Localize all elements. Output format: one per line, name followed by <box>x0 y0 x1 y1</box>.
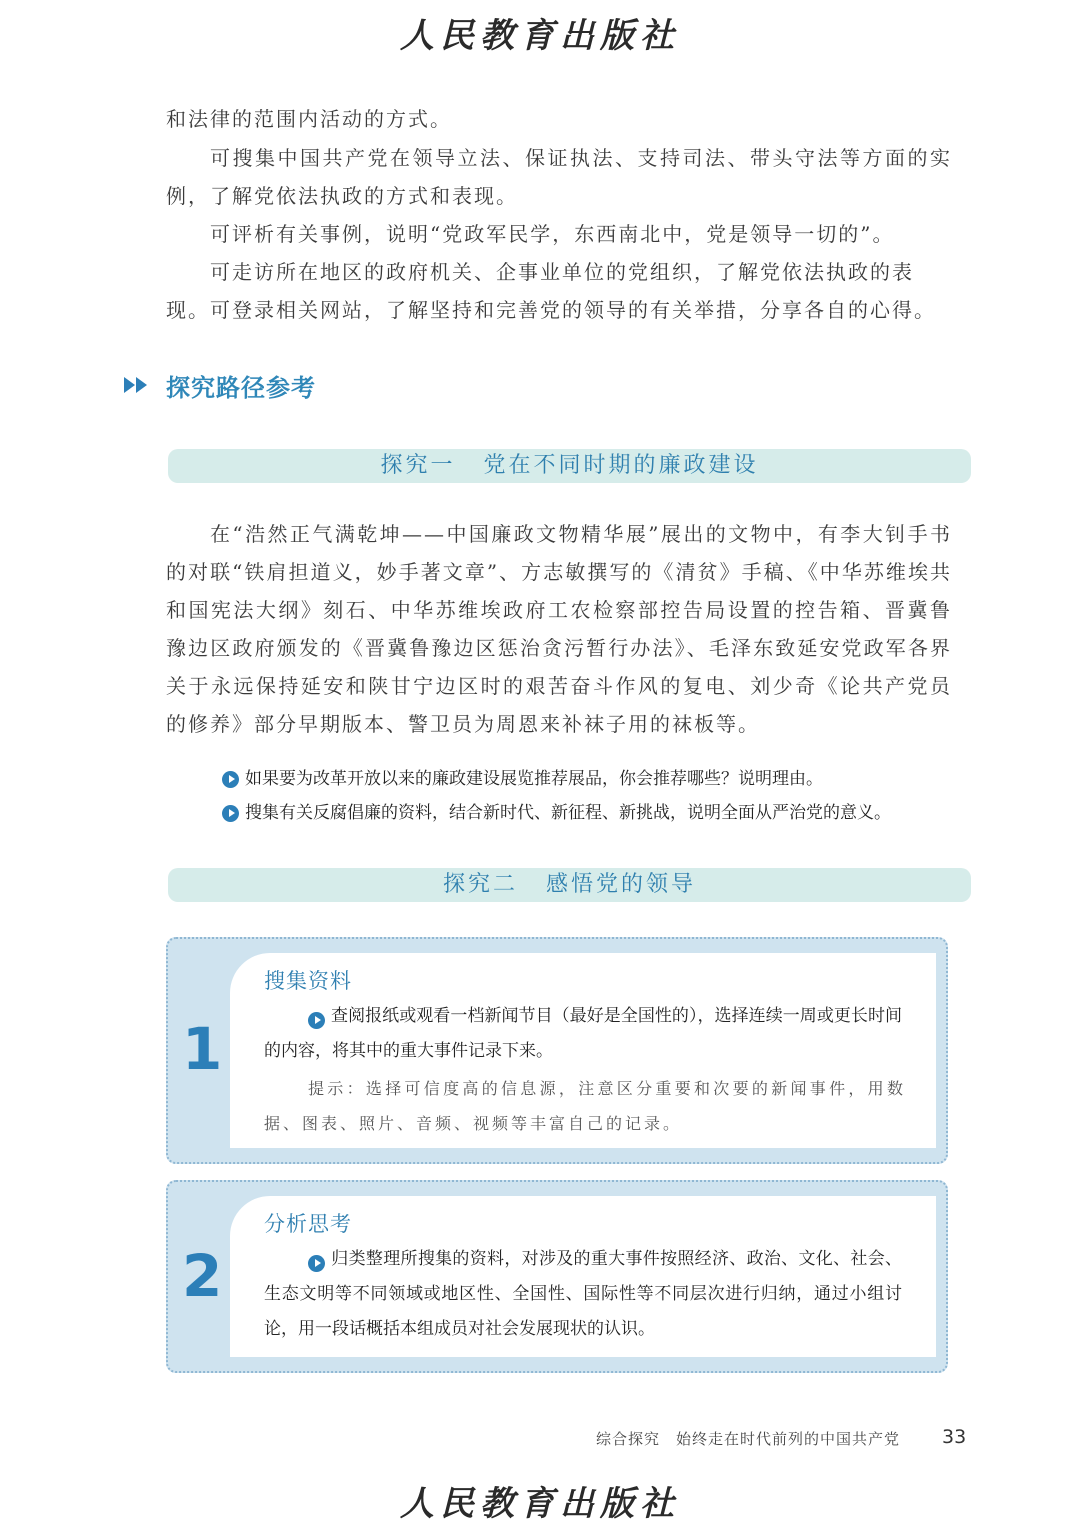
step-body <box>264 999 902 1069</box>
inquiry-2-banner <box>168 868 971 902</box>
intro-paragraph-3: 可评析有关事例，说明“党政军民学，东西南北中，党是领导一切的”。 <box>210 222 895 246</box>
question-2 <box>222 798 891 828</box>
inquiry-2-number: 探究二 <box>442 872 518 897</box>
inquiry-1-number: 探究一 <box>380 453 456 478</box>
inquiry-1-title: 党在不同时期的廉政建设 <box>483 453 759 478</box>
publisher-logo-bottom: 人民教育出版社 <box>400 1484 680 1524</box>
step-card-content <box>230 1196 936 1357</box>
step-number: 2 <box>182 1242 223 1310</box>
step-body-text: 归类整理所搜集的资料，对涉及的重大事件按照经济、政治、文化、社会、生态文明等不同领域或地区性、全国性、国际性等不同层次进行归纳，通过小组讨论，用一段话概括本组成员对社会发展现状的认识。 <box>264 1249 902 1339</box>
step-body-text: 查阅报纸或观看一档新闻节目（最好是全国性的），选择连续一周或更长时间的内容，将其中的重大事件记录下来。 <box>264 1006 902 1061</box>
intro-paragraph-4: 可走访所在地区的政府机关、企事业单位的党组织，了解党依法执政的表现。 <box>166 260 914 322</box>
intro-paragraph-2: 可搜集中国共产党在领导立法、保证执法、支持司法、带头守法等方面的实例，了解党依法执政的方式和表现。 <box>166 146 952 208</box>
play-bullet-icon <box>222 805 239 822</box>
double-play-arrow-icon <box>122 375 152 395</box>
question-1-text: 如果要为改革开放以来的廉政建设展览推荐展品，你会推荐哪些？说明理由。 <box>245 769 823 789</box>
step-hint: 提示：选择可信度高的信息源，注意区分重要和次要的新闻事件，用数据、图表、照片、音频、视频等丰富自己的记录。 <box>264 1079 906 1133</box>
intro-paragraph-1: 和法律的范围内活动的方式。 <box>166 107 452 131</box>
step-body <box>264 1242 902 1347</box>
step-card-content <box>230 953 936 1148</box>
inquiry-1-body: 在“浩然正气满乾坤——中国廉政文物精华展”展出的文物中，有李大钊手书的对联“铁肩担道义，妙手著文章”、方志敏撰写的《清贫》手稿、《中华苏维埃共和国宪法大纲》刻石、中华苏维埃政府工农检察部控告局设置的控告箱、晋冀鲁豫边区政府颁发的《晋冀鲁豫边区惩治贪污暂行办法》、毛泽东致延安党政军各界关于永远保持延安和陕甘宁边区时的艰苦奋斗作风的复电、刘少奇《论共产党员的修养》部分早期版本、警卫员为周恩来补袜子用的袜板等。 <box>166 522 952 736</box>
page-number: 33 <box>942 1426 967 1448</box>
running-footer <box>596 1428 900 1449</box>
publisher-logo-top: 人民教育出版社 <box>400 16 680 56</box>
play-bullet-icon <box>222 771 239 788</box>
question-1 <box>222 764 823 794</box>
play-bullet-icon <box>308 1012 325 1029</box>
play-bullet-icon <box>308 1255 325 1272</box>
step-title: 分析思考 <box>264 1212 352 1236</box>
footer-chapter: 始终走在时代前列的中国共产党 <box>676 1430 901 1448</box>
step-title: 搜集资料 <box>264 969 352 993</box>
section-title: 探究路径参考 <box>166 373 316 402</box>
intro-paragraph-5: 可登录相关网站，了解坚持和完善党的领导的有关举措，分享各自的心得。 <box>210 298 936 322</box>
section-header <box>122 365 316 405</box>
step-card-1 <box>166 937 948 1164</box>
footer-section: 综合探究 <box>596 1430 661 1448</box>
inquiry-2-title: 感悟党的领导 <box>546 872 697 897</box>
inquiry-1-banner <box>168 449 971 483</box>
question-2-text: 搜集有关反腐倡廉的资料，结合新时代、新征程、新挑战，说明全面从严治党的意义。 <box>245 803 891 823</box>
step-card-2 <box>166 1180 948 1373</box>
step-number: 1 <box>182 1015 223 1083</box>
